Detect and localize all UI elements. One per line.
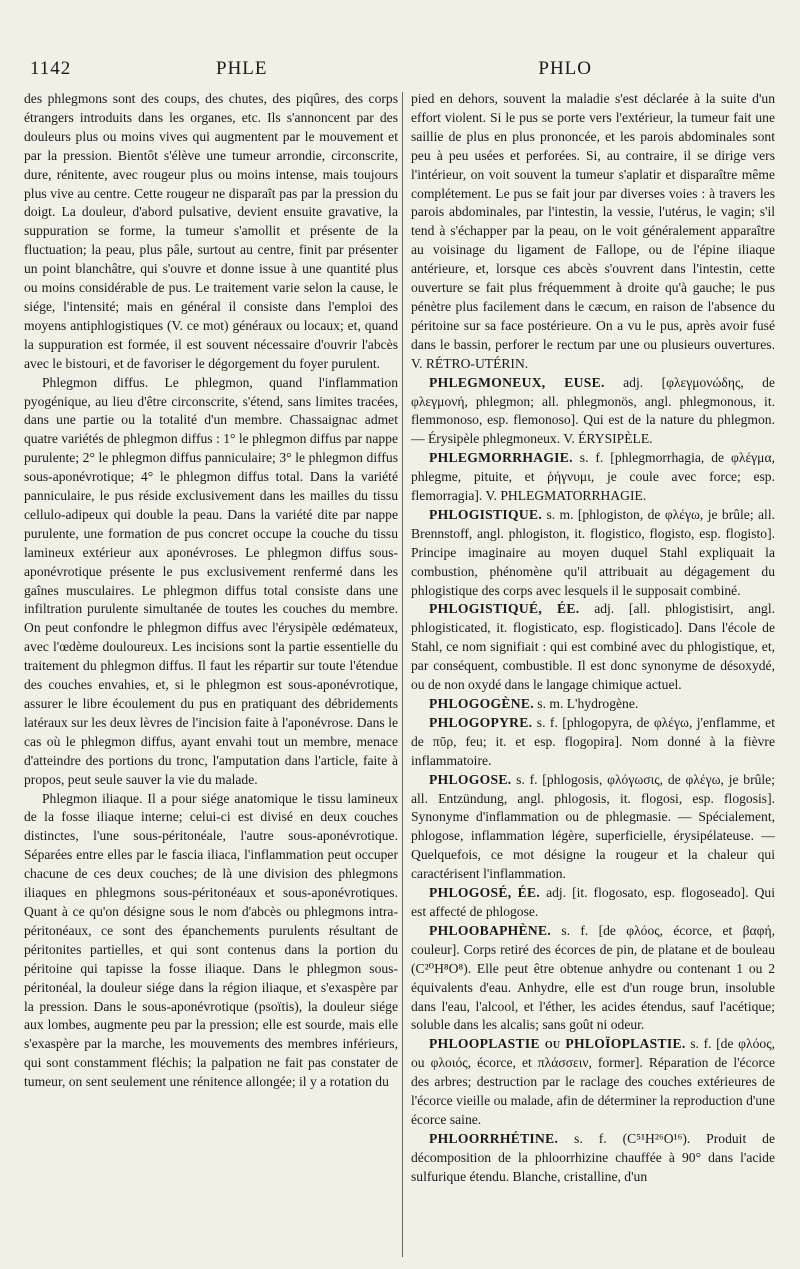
entry-body: s. m. [phlogiston, de φλέγω, je brûle; all. Brennstoff, angl. phlogiston, it. flogistico, flogisto, esp. flogisto]. Principe imaginaire au moyen duquel Stahl expliquait la combustion, phénomène qu'il attribuait au dégagement du phlogistique des corps avec lesquels il le supposait combiné. (411, 506, 775, 598)
entry-headword: PHLOGOPYRE. (429, 714, 533, 730)
entry-phlegmorrhagie (411, 449, 775, 506)
entry-phlogistique-adj (411, 600, 775, 695)
entry-body: s. f. [de φλόος, écorce, et βαφή, couleur]. Corps retiré des écorces de pin, de platane et de bouleau (C²⁰H⁸O⁸). Elle peut être obtenue anhydre ou contenant 1 ou 2 équivalents d'eau. Anhydre, elle est d'un rouge brun, insoluble dans l'eau, l'alcool, et l'éther, les acides étendus, sauf l'acétique; soluble dans les alcalis; sans goût ni odeur. (411, 922, 775, 1033)
entry-headword: PHLOGOSÉ, ÉE. (429, 885, 541, 901)
entry-body: s. f. [phlegmorrhagia, de φλέγμα, phlegme, pituite, et ῥήγνυμι, je coule avec force; esp. flemorragia]. V. PHLEGMATORRHAGIE. (411, 450, 775, 504)
paragraph-continued: pied en dehors, souvent la maladie s'est déclarée à la suite d'un effort violent. Si le pus se porte vers l'extérieur, la tumeur fait une saillie de plus en plus prononcée, et les parois abdominales sont peu à peu usées et perforées. Si, au contraire, il se dirige vers l'intérieur, on voit souvent la tumeur s'aplatir et disparaître même complétement. Le pus se fait jour par diverses voies : à travers les parois abdominales, par l'intestin, la vessie, l'utérus, le vagin; s'il tend à s'échapper par la peau, on le voit généralement apparaître au voisinage du ligament de Fallope, ou de l'épine iliaque antérieure, et, lorsque ces abcès s'ouvrent dans l'intestin, cette ouverture se fait plus fréquemment à droite qu'à gauche; le pus pénètre plus facilement dans le cæcum, en raison de l'absence du péritoine sur sa face postérieure. On a vu le pus, après avoir fusé dans le bassin, perforer le rectum par une ou plusieurs ouvertures. V. RÉTRO-UTÉRIN. (411, 91, 775, 371)
entry-headword: PHLOOPLASTIE ou PHLOÏOPLASTIE. (429, 1036, 686, 1052)
entry-phloobaphene (411, 922, 775, 1035)
entry-body: adj. [all. phlogistisirt, angl. phlogisticated, it. flogisticato, esp. flogisticado]. Dans l'école de Stahl, ce nom signifiait : qui est combiné avec du phlogistique, et, par conséquent, combustible. Il est donc synonyme de désoxydé, ou de non oxydé dans le langage chimique actuel. (411, 601, 775, 693)
entry-headword: PHLOORRHÉTINE. (429, 1130, 559, 1146)
entry-body: adj. [it. flogosato, esp. flogoseado]. Qui est affecté de phlogose. (411, 885, 775, 919)
entry-body: s. f. (C⁵¹H²⁶O¹⁶). Produit de décomposition de la phloorrhizine chauffée à 90° dans l'acide sulfurique étendu. Blanche, cristalline, d'un (411, 1130, 775, 1184)
entry-headword: PHLEGMONEUX, EUSE. (429, 374, 605, 390)
entry-phlogose-adj (411, 884, 775, 922)
column-divider (402, 92, 403, 1257)
page-header (30, 58, 770, 88)
entry-headword: PHLOGISTIQUÉ, ÉE. (429, 601, 580, 617)
paragraph-phlegmon-iliaque: Phlegmon iliaque. Il a pour siége anatomique le tissu lamineux de la fosse iliaque interne; celui-ci est divisé en deux couches distinctes, l'une sous-péritonéale, l'autre sous-aponévrotique. Séparées entre elles par le fascia iliaca, l'inflammation peut occuper chacune de ces deux couches; de là une division des phlegmons iliaques en phlegmons sous-péritonéaux et sous-aponévrotiques. Quant à ce qu'on désigne sous le nom d'abcès ou phlegmons intra-péritonéaux, ce sont des épanchements purulents résultant de péritonites partielles, et qui sont contenus dans la portion du péritoine qui tapisse la fosse iliaque. Dans le phlegmon sous-péritonéal, la douleur siége dans la région iliaque, et s'exaspère par la pression. Dans le sous-aponévrotique (psoïtis), la douleur siége aux lombes, augmente peu par la pression; elle est sourde, mais elle s'exaspère par la marche, les mouvements des membres inférieurs, qui sont constamment fléchis; la palpation ne fait pas constater de tumeur, on sent seulement une rénitence allongée; il y a rotation du (24, 790, 398, 1090)
entry-phloorrhetine (411, 1130, 775, 1187)
entry-phlegmoneux (411, 374, 775, 450)
entry-phlogogene (411, 695, 775, 714)
paragraph-phlegmon-diffus: Phlegmon diffus. Le phlegmon, quand l'inflammation pyogénique, au lieu d'être circonscrite, s'étend, sans limites tracées, dans une partie ou la totalité d'un membre. Chassaignac admet quatre variétés de phlegmon diffus : 1° le phlegmon diffus par nappe purulente; 2° le phlegmon diffus panniculaire; 3° le phlegmon diffus sous-aponévrotique; 4° le phlegmon diffus total. Dans la variété panniculaire, le pus réside exclusivement dans les mailles du tissu cellulo-adipeux qui double la peau. Dans la variété dite par nappe purulente, une formation de pus concret occupe la couche du tissu lamineux extérieur aux aponévroses. Le phlegmon diffus sous-aponévrotique présente le pus exclusivement renfermé dans les gaînes musculaires. Le phlegmon diffus total consiste dans une infiltration purulente simultanée de toutes les couches du membre. On peut confondre le phlegmon diffus avec l'érysipèle œdémateux, avec l'œdème douloureux. Les incisions sont la partie essentielle du traitement du phlegmon diffus. Il faut les répartir sur toute l'étendue des couches envahies, et, si le phlegmon est sous-aponévrotique, assurer le libre écoulement du pus en pratiquant des débridements latéraux sur les deux lèvres de l'incision faite à l'aponévrose. Dans le cas où le phlegmon diffus, ayant envahi tout un membre, menace d'atteindre des portions du tronc, l'amputation dans l'article, faite à propos, peut seule sauver la vie du malade. (24, 374, 398, 787)
entry-headword: PHLOOBAPHÈNE. (429, 922, 552, 938)
right-running-head: PHLO (538, 58, 592, 79)
entry-phlogistique (411, 506, 775, 601)
entry-headword: PHLOGOGÈNE. (429, 696, 534, 711)
left-running-head: PHLE (216, 58, 268, 79)
entry-phlogopyre (411, 714, 775, 771)
entry-headword: PHLEGMORRHAGIE. (429, 450, 573, 466)
entry-phlogose (411, 771, 775, 884)
page-number: 1142 (30, 58, 72, 79)
entry-body: s. f. [de φλόος, ou φλοιός, écorce, et πλάσσειν, former]. Réparation de l'écorce des arbres; destruction par le raclage des couches extérieures de l'écorce vieille ou malade, afin de déterminer la reproduction d'une écorce saine. (411, 1036, 775, 1127)
paragraph-continued: des phlegmons sont des coups, des chutes, des piqûres, des corps étrangers introduits dans les organes, etc. Ils s'annoncent par des douleurs plus ou moins vives qui augmentent par le mouvement et par la pression. Bientôt s'élève une tumeur arrondie, circonscrite, dure, rénitente, avec rougeur plus ou moins intense, mais toujours plus vive au centre. Cette rougeur ne disparaît pas par la pression du doigt. La douleur, d'abord pulsative, devient ensuite gravative, la suppuration se forme, la tumeur s'amollit et présente de la fluctuation; la peau, plus pâle, surtout au centre, finit par présenter un point blanchâtre, qui s'ouvre et donne issue à une quantité plus ou moins considérable de pus. Le traitement varie selon la cause, le siége, l'intensité; mais en général il consiste dans l'emploi des moyens antiphlogistiques (V. ce mot) généraux ou locaux; et, quand la suppuration est formée, il est souvent nécessaire d'ouvrir l'abcès avec le bistouri, et de favoriser le dégorgement du foyer purulent. (24, 91, 398, 371)
entry-body: s. f. [phlogopyra, de φλέγω, j'enflamme, et de πῦρ, feu; it. et esp. flogopira]. Nom donné à la fièvre inflammatoire. (411, 714, 775, 768)
entry-body: s. f. [phlogosis, φλόγωσις, de φλέγω, je brûle; all. Entzündung, angl. phlogosis, it. flogosi, esp. flogosis]. Synonyme d'inflammation ou de phlegmasie. — Spécialement, phlogose, inflammation légère, superficielle, érysipélateuse. — Quelquefois, ce mot désigne la rougeur et la chaleur qui caractérisent l'inflammation. (411, 771, 775, 882)
entry-body: adj. [φλεγμονώδης, de φλεγμονή, phlegmon; all. phlegmonös, angl. phlegmonous, it. flemmonoso, esp. flemonoso]. Qui est de la nature du phlegmon. — Érysipèle phlegmoneux. V. ÉRYSIPÈLE. (411, 374, 775, 447)
entry-headword: PHLOGOSE. (429, 771, 512, 787)
left-column (24, 90, 398, 1260)
entry-headword: PHLOGISTIQUE. (429, 506, 543, 522)
right-column (411, 90, 775, 1260)
entry-phlooplastie (411, 1035, 775, 1130)
entry-body: s. m. L'hydrogène. (533, 696, 639, 711)
